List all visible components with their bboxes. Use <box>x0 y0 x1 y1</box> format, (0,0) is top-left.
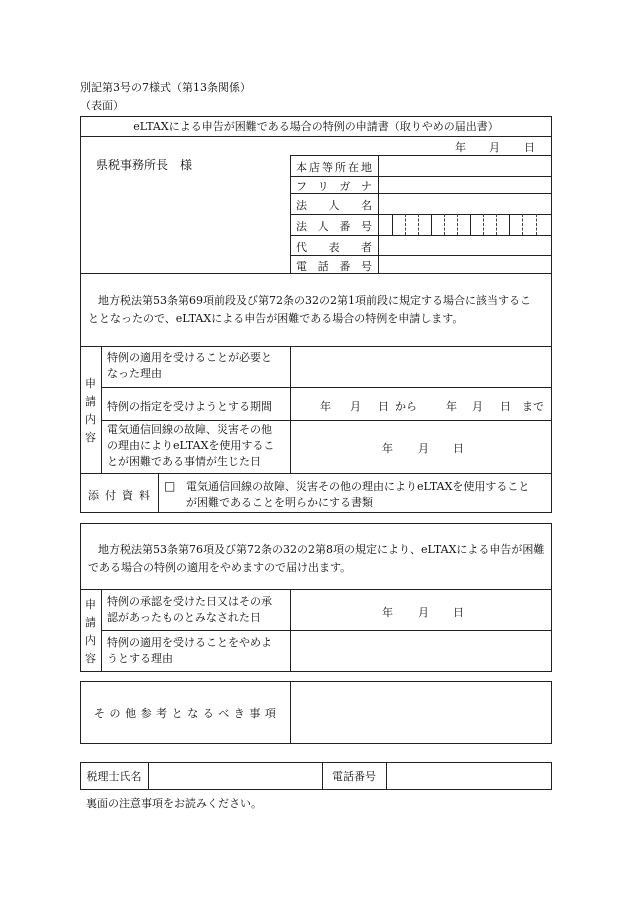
approval-date-month: 月 <box>418 606 429 619</box>
period-until: まで <box>522 400 544 413</box>
period-to-year: 年 <box>446 400 457 413</box>
date-day: 日 <box>524 141 535 154</box>
hq-address-field[interactable] <box>379 156 551 176</box>
representative-field[interactable] <box>379 236 551 255</box>
approval-date-day: 日 <box>453 606 464 619</box>
addressee: 県税事務所長 様 <box>96 158 193 172</box>
period-from-month: 月 <box>350 400 361 413</box>
failure-date-year: 年 <box>382 442 393 455</box>
period-from: から <box>395 400 417 413</box>
attachment-text: 電気通信回線の故障、災害その他の理由によりeLTAXを使用すること が困難であることを明らかにする書類 <box>186 480 530 509</box>
other-field[interactable] <box>291 682 551 743</box>
date-year: 年 <box>455 141 466 154</box>
furigana-field[interactable] <box>379 177 551 193</box>
tax-accountant-phone-field[interactable] <box>387 763 551 789</box>
failure-date-day: 日 <box>453 442 464 455</box>
corp-number-label: 法 人 番 号 <box>296 220 372 233</box>
application-statement: 地方税法第53条第69項前段及び第72条の32の2第1項前段に規定する場合に該当するこ ととなったので、eLTAXによる申告が困難である場合の特例を申請します。 <box>88 294 531 325</box>
withdraw-reason-field[interactable] <box>291 631 551 671</box>
corp-name-field[interactable] <box>379 194 551 214</box>
period-label: 特例の指定を受けようとする期間 <box>107 400 272 413</box>
other-label: そ の 他 参 考 と な る べ き 事 項 <box>94 707 276 720</box>
phone-field[interactable] <box>379 256 551 273</box>
withdrawal-section-label: 申 請 内 容 <box>85 598 96 665</box>
application-section-label: 申 請 内 容 <box>85 377 96 444</box>
approval-date-year: 年 <box>382 606 393 619</box>
attachment-checkbox[interactable]: □ <box>164 479 176 493</box>
period-to-month: 月 <box>472 400 483 413</box>
reason-field[interactable] <box>291 347 551 387</box>
tax-accountant-name-label: 税理士氏名 <box>86 770 142 783</box>
representative-label: 代 表 者 <box>296 241 372 254</box>
form-title: eLTAXによる申告が困難である場合の特例の申請書（取りやめの届出書） <box>133 120 499 133</box>
withdrawal-statement: 地方税法第53条第76項及び第72条の32の2第8項の規定により、eLTAXによる申告が困難 である場合の特例の適用をやめますので届け出ます。 <box>88 543 545 574</box>
footer-note: 裏面の注意事項をお読みください。 <box>86 797 262 810</box>
hq-address-label: 本 店 等 所 在 地 <box>296 161 372 174</box>
period-to-day: 日 <box>500 400 511 413</box>
tax-accountant-name-field[interactable] <box>149 763 321 789</box>
failure-date-month: 月 <box>418 442 429 455</box>
corp-name-label: 法 人 名 <box>296 199 372 212</box>
period-from-year: 年 <box>320 400 331 413</box>
phone-label: 電 話 番 号 <box>296 260 372 273</box>
form-id: 別記第3号の7様式（第13条関係） <box>80 81 251 94</box>
form-side: （表面） <box>80 99 124 112</box>
period-from-day: 日 <box>378 400 389 413</box>
attachment-label: 添 付 資 料 <box>88 489 150 502</box>
approval-date-label: 特例の承認を受けた日又はその承 認があったものとみなされた日 <box>107 595 272 624</box>
withdraw-reason-label: 特例の適用を受けることをやめよ うとする理由 <box>107 636 272 665</box>
date-month: 月 <box>489 141 500 154</box>
failure-label: 電気通信回線の故障、災害その他 の理由によりeLTAXを使用するこ とが困難である事情が生じた日 <box>107 423 275 468</box>
tax-accountant-phone-label: 電話番号 <box>332 770 376 783</box>
reason-label: 特例の適用を受けることが必要と なった理由 <box>107 351 272 380</box>
furigana-label: フ リ ガ ナ <box>296 180 372 193</box>
